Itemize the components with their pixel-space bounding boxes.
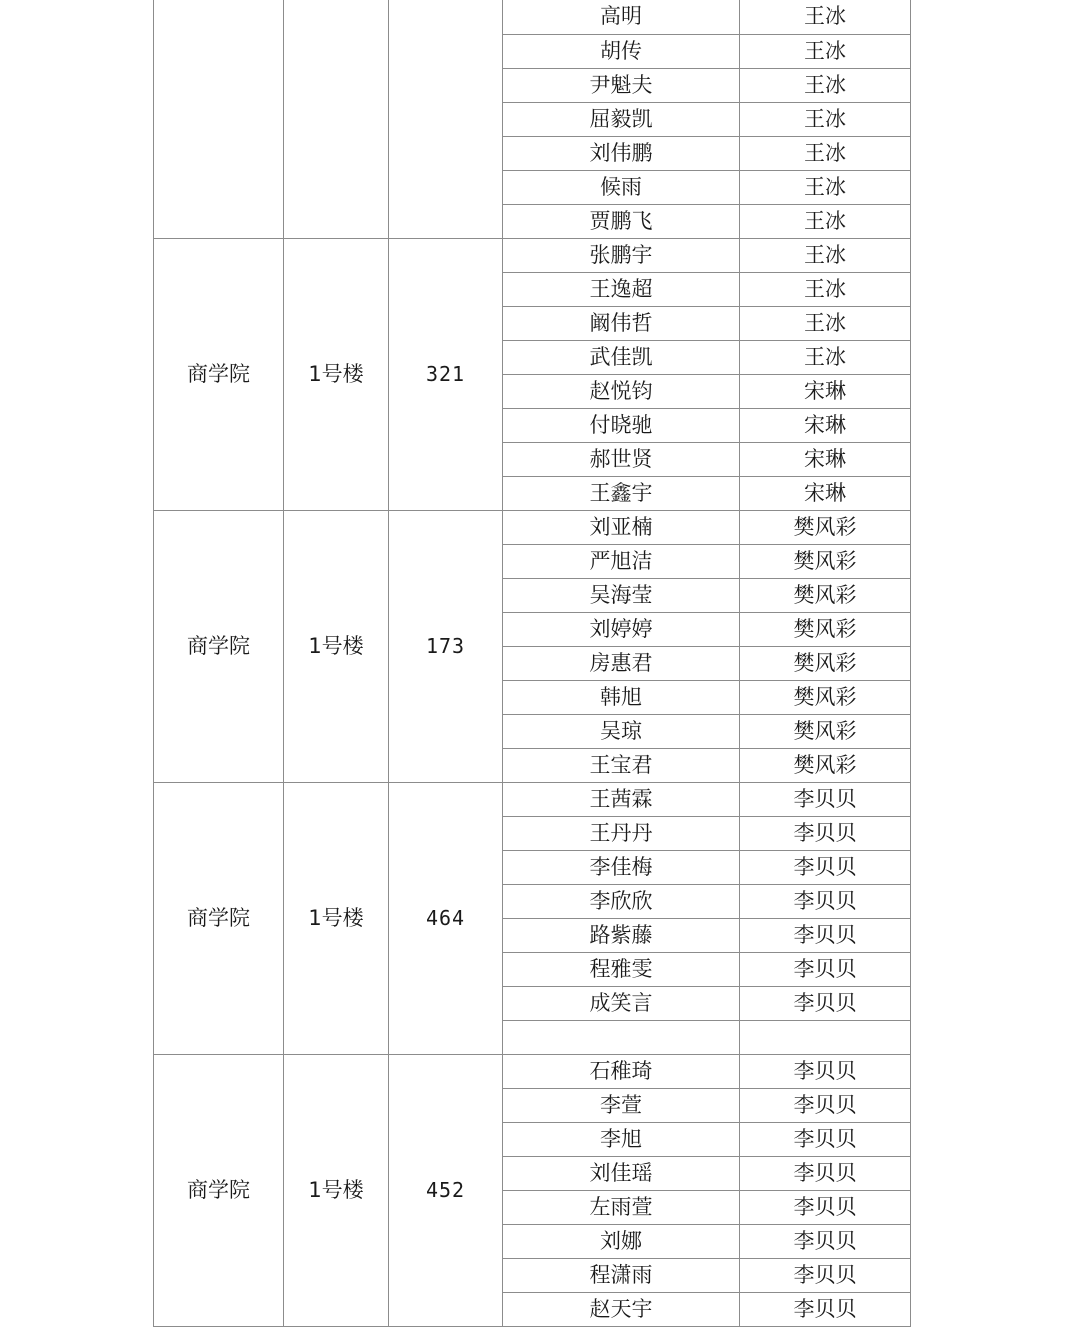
student-name-cell: 李旭	[503, 1122, 740, 1156]
dorm-roster-body	[154, 0, 911, 1326]
student-name-cell: 阚伟哲	[503, 306, 740, 340]
counselor-name-cell: 李贝贝	[740, 1156, 911, 1190]
student-name-cell: 武佳凯	[503, 340, 740, 374]
college-cell: 商学院	[154, 1054, 284, 1326]
counselor-name-cell: 李贝贝	[740, 986, 911, 1020]
student-name-cell: 候雨	[503, 170, 740, 204]
counselor-name-cell: 樊风彩	[740, 680, 911, 714]
table-row	[154, 510, 911, 544]
room-number-cell: 464	[389, 782, 503, 1054]
college-cell	[154, 0, 284, 238]
student-name-cell: 刘婷婷	[503, 612, 740, 646]
room-number-cell: 321	[389, 238, 503, 510]
student-name-cell: 吴海莹	[503, 578, 740, 612]
room-number-cell: 452	[389, 1054, 503, 1326]
building-cell: 1号楼	[284, 238, 389, 510]
student-name-cell: 李佳梅	[503, 850, 740, 884]
counselor-name-cell: 宋琳	[740, 442, 911, 476]
counselor-name-cell: 李贝贝	[740, 1292, 911, 1326]
table-row	[154, 0, 911, 34]
counselor-name-cell: 李贝贝	[740, 816, 911, 850]
student-name-cell: 房惠君	[503, 646, 740, 680]
counselor-name-cell: 李贝贝	[740, 850, 911, 884]
student-name-cell: 韩旭	[503, 680, 740, 714]
student-name-cell: 李欣欣	[503, 884, 740, 918]
counselor-name-cell: 王冰	[740, 306, 911, 340]
dorm-roster-table	[153, 0, 911, 1327]
counselor-name-cell: 李贝贝	[740, 884, 911, 918]
counselor-name-cell: 李贝贝	[740, 1122, 911, 1156]
table-row	[154, 782, 911, 816]
student-name-cell	[503, 1020, 740, 1054]
student-name-cell: 路紫藤	[503, 918, 740, 952]
student-name-cell: 王宝君	[503, 748, 740, 782]
counselor-name-cell: 王冰	[740, 238, 911, 272]
building-cell: 1号楼	[284, 782, 389, 1054]
counselor-name-cell: 李贝贝	[740, 1258, 911, 1292]
counselor-name-cell: 李贝贝	[740, 782, 911, 816]
student-name-cell: 高明	[503, 0, 740, 34]
building-cell: 1号楼	[284, 1054, 389, 1326]
counselor-name-cell: 樊风彩	[740, 714, 911, 748]
student-name-cell: 左雨萱	[503, 1190, 740, 1224]
counselor-name-cell: 李贝贝	[740, 1190, 911, 1224]
college-cell: 商学院	[154, 782, 284, 1054]
student-name-cell: 成笑言	[503, 986, 740, 1020]
counselor-name-cell: 樊风彩	[740, 544, 911, 578]
student-name-cell: 赵悦钧	[503, 374, 740, 408]
college-cell: 商学院	[154, 238, 284, 510]
student-name-cell: 刘佳瑶	[503, 1156, 740, 1190]
student-name-cell: 尹魁夫	[503, 68, 740, 102]
student-name-cell: 刘亚楠	[503, 510, 740, 544]
counselor-name-cell: 宋琳	[740, 408, 911, 442]
student-name-cell: 程雅雯	[503, 952, 740, 986]
counselor-name-cell: 王冰	[740, 34, 911, 68]
student-name-cell: 郝世贤	[503, 442, 740, 476]
student-name-cell: 李萱	[503, 1088, 740, 1122]
counselor-name-cell: 李贝贝	[740, 1224, 911, 1258]
counselor-name-cell: 王冰	[740, 272, 911, 306]
student-name-cell: 屈毅凯	[503, 102, 740, 136]
student-name-cell: 王逸超	[503, 272, 740, 306]
counselor-name-cell: 李贝贝	[740, 1088, 911, 1122]
counselor-name-cell: 王冰	[740, 0, 911, 34]
student-name-cell: 王丹丹	[503, 816, 740, 850]
counselor-name-cell: 王冰	[740, 204, 911, 238]
student-name-cell: 刘伟鹏	[503, 136, 740, 170]
counselor-name-cell: 樊风彩	[740, 578, 911, 612]
counselor-name-cell: 宋琳	[740, 476, 911, 510]
student-name-cell: 程潇雨	[503, 1258, 740, 1292]
student-name-cell: 刘娜	[503, 1224, 740, 1258]
counselor-name-cell: 李贝贝	[740, 1054, 911, 1088]
student-name-cell: 胡传	[503, 34, 740, 68]
student-name-cell: 吴琼	[503, 714, 740, 748]
counselor-name-cell: 樊风彩	[740, 612, 911, 646]
student-name-cell: 张鹏宇	[503, 238, 740, 272]
table-row	[154, 238, 911, 272]
building-cell: 1号楼	[284, 510, 389, 782]
counselor-name-cell: 王冰	[740, 340, 911, 374]
student-name-cell: 石稚琦	[503, 1054, 740, 1088]
student-name-cell: 赵天宇	[503, 1292, 740, 1326]
counselor-name-cell: 樊风彩	[740, 510, 911, 544]
table-row	[154, 1054, 911, 1088]
building-cell	[284, 0, 389, 238]
room-number-cell	[389, 0, 503, 238]
student-name-cell: 严旭洁	[503, 544, 740, 578]
counselor-name-cell: 樊风彩	[740, 646, 911, 680]
counselor-name-cell	[740, 1020, 911, 1054]
counselor-name-cell: 李贝贝	[740, 952, 911, 986]
counselor-name-cell: 李贝贝	[740, 918, 911, 952]
counselor-name-cell: 王冰	[740, 170, 911, 204]
student-name-cell: 王鑫宇	[503, 476, 740, 510]
counselor-name-cell: 宋琳	[740, 374, 911, 408]
college-cell: 商学院	[154, 510, 284, 782]
student-name-cell: 付晓驰	[503, 408, 740, 442]
student-name-cell: 王茜霖	[503, 782, 740, 816]
counselor-name-cell: 樊风彩	[740, 748, 911, 782]
counselor-name-cell: 王冰	[740, 68, 911, 102]
counselor-name-cell: 王冰	[740, 136, 911, 170]
student-name-cell: 贾鹏飞	[503, 204, 740, 238]
room-number-cell: 173	[389, 510, 503, 782]
counselor-name-cell: 王冰	[740, 102, 911, 136]
